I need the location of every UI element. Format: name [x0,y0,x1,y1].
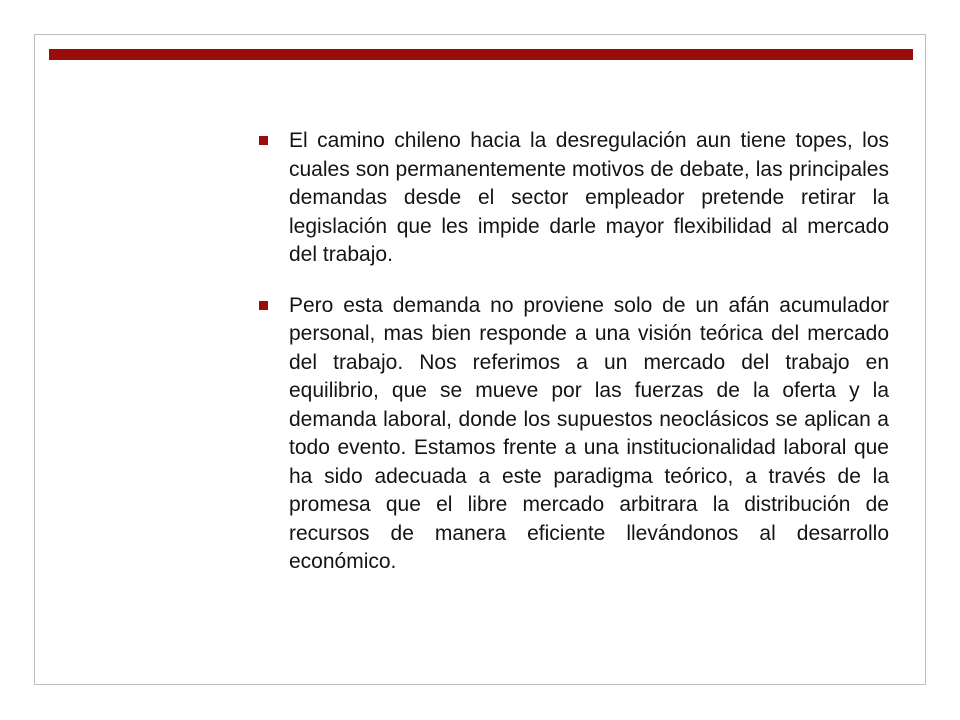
bullet-list [259,127,889,599]
square-bullet-icon [259,136,268,145]
bullet-item [259,127,889,270]
bullet-text: El camino chileno hacia la desregulación aun tiene topes, los cuales son permanentemente motivos de debate, las principales demandas desde el sector empleador pretende retirar la legislación que les impide darle mayor flexibilidad al mercado del trabajo. [289,129,889,266]
slide-frame [34,34,926,685]
bullet-text: Pero esta demanda no proviene solo de un afán acumulador personal, mas bien responde a una visión teórica del mercado del trabajo. Nos referimos a un mercado del trabajo en equilibrio, que se mueve por las fuerzas de la oferta y la demanda laboral, donde los supuestos neoclásicos se aplican a todo evento. Estamos frente a una institucionalidad laboral que ha sido adecuada a este paradigma teórico, a través de la promesa que el libre mercado arbitrara la distribución de recursos de manera eficiente llevándonos al desarrollo económico. [289,293,889,573]
square-bullet-icon [259,301,268,310]
bullet-item [259,292,889,577]
accent-bar [49,49,913,60]
